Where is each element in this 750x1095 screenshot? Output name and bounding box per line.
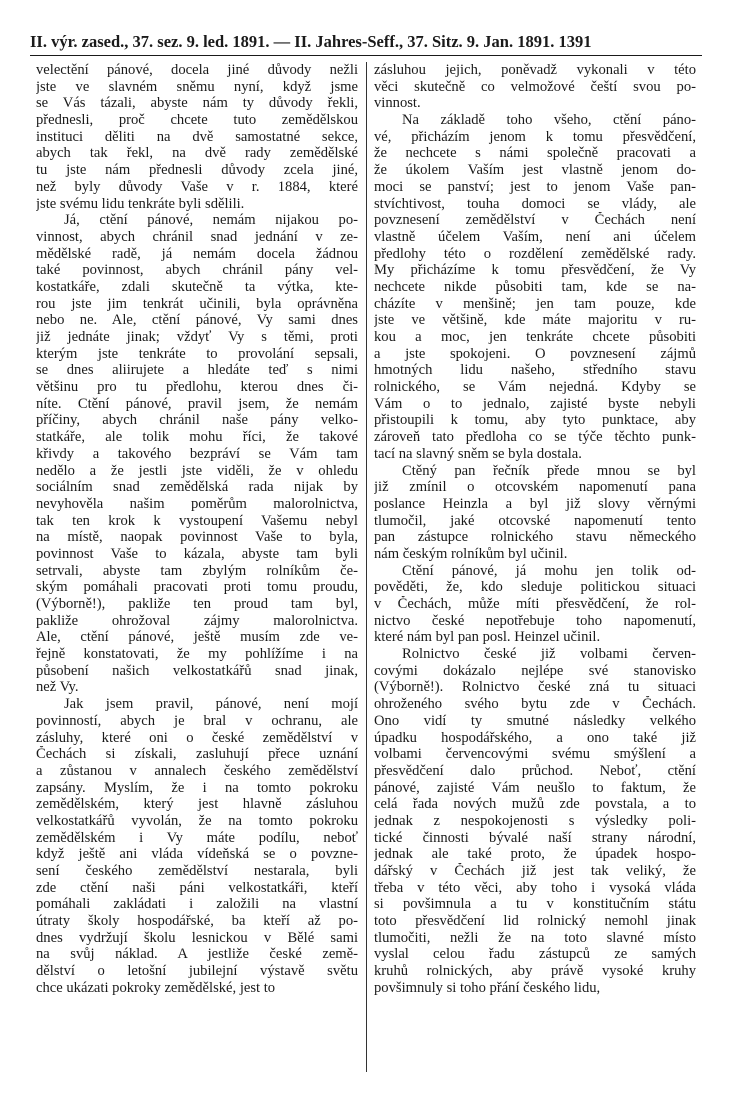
text-line: Vám o to jednalo, zajisté byste nebyli bbox=[374, 395, 696, 412]
text-line: tak ten krok k vystoupení Vašemu nebyl bbox=[36, 512, 358, 529]
text-line: ohroženého svého bytu zde v Čechách. bbox=[374, 696, 696, 713]
text-line: (Výborně!). Rolnictvo české zná tu situaci bbox=[374, 679, 696, 696]
text-line: dářský v Čechách již jest tak veliký, že bbox=[374, 863, 696, 879]
text-line: (Výborně!), pakliže ten proud tam byl, bbox=[36, 596, 358, 612]
text-line: a zůstanou v annalech českého zemědělství bbox=[36, 762, 358, 779]
text-line: přednesli, proč chcete tuto zemědělskou bbox=[36, 112, 358, 129]
text-line: zásluhou jejich, poněvadž vykonali v této bbox=[374, 62, 696, 78]
text-line: dělství o letošní jubilejní výstavě světu bbox=[36, 963, 358, 980]
text-line: tu jste nám přednesli důvody zcela jiné, bbox=[36, 162, 358, 179]
text-line: Ctěný pan řečník přede mnou se byl bbox=[402, 462, 696, 479]
text-line: pomáhali zakládati i založili na vlastní bbox=[36, 896, 358, 913]
text-line: instituci děliti na dvě samostatné sekce, bbox=[36, 128, 358, 145]
text-line: nictvo české nepotřebuje toho napomenutí, bbox=[374, 612, 696, 629]
text-line: již zmínil o otcovském napomenutí pana bbox=[374, 479, 696, 496]
text-line: působení našich velkostatkářů snad jinak, bbox=[36, 662, 358, 679]
text-line: stvíchtivost, touha domoci se vlády, ale bbox=[374, 195, 696, 212]
text-line: v Čechách, může míti přesvědčení, že rol- bbox=[374, 596, 696, 612]
text-line: vyslal celou řadu zástupců ze samých bbox=[374, 946, 696, 963]
text-line: křivdy a takového bezpráví se Vám tam bbox=[36, 445, 358, 462]
text-line: tlumočil, jaké otcovské napomenutí tento bbox=[374, 512, 696, 529]
right-column bbox=[374, 62, 696, 997]
text-line: volbami červencovými svému smýšlení a bbox=[374, 746, 696, 763]
text-line: pakliže ohrožoval zájmy malorolnictva. bbox=[36, 612, 358, 629]
text-line: níte. Ctění pánové, pravil jsem, že nemám bbox=[36, 395, 358, 412]
text-line: než Vy. bbox=[36, 679, 79, 696]
text-line: hmotných lidu našeho, středního stavu bbox=[374, 362, 696, 379]
text-line: pánové, zajisté Vám neušlo to faktum, že bbox=[374, 779, 696, 796]
text-line: Ale, ctění pánové, ještě musím zde ve- bbox=[36, 629, 358, 646]
text-line: věci skutečně co velmožové čeští svou po- bbox=[374, 78, 696, 95]
text-line: jednak ale také proto, že úpadek hospo- bbox=[374, 846, 696, 863]
text-line: většinu pro tu předlohu, kterou dnes či- bbox=[36, 379, 358, 396]
text-line: My přicházíme k tomu přesvědčení, že Vy bbox=[374, 262, 696, 279]
text-line: sociálním snad zemědělská rada nijak by bbox=[36, 479, 358, 496]
text-line: mědělské radě, já nemám docela žádnou bbox=[36, 245, 358, 262]
text-line: celá řada nových mužů zde povstala, a to bbox=[374, 796, 696, 813]
text-line: Jak jsem pravil, pánové, není mojí bbox=[64, 696, 358, 713]
text-line: ským pomáhali pracovati proti tomu proudu, bbox=[36, 579, 358, 596]
text-line: jste ve většině, kde máte majoritu v ru- bbox=[374, 312, 696, 329]
text-line: kterým jste tenkráte to provolání sepsali, bbox=[36, 345, 358, 362]
text-line: a jste spokojeni. O povznesení zájmů bbox=[374, 345, 696, 362]
text-line: setrvali, abyste tam zbylým rolníkům če- bbox=[36, 562, 358, 579]
text-line: vinnost. bbox=[374, 95, 421, 112]
text-line: covými dokázalo nejlépe své stanovisko bbox=[374, 662, 696, 679]
text-line: vé, přicházím jenom k tomu přesvědčení, bbox=[374, 128, 696, 145]
text-line: zde ctění naši páni velkostatkáři, kteří bbox=[36, 879, 358, 896]
text-line: že nechcete s námi společně pracovati a bbox=[374, 145, 696, 162]
text-line: pověděti, že, kdo sleduje politickou situaci bbox=[374, 579, 696, 596]
text-line: kou a moc, jen tenkráte chcete působiti bbox=[374, 329, 696, 345]
text-line: povinností, abych je bral v ochranu, ale bbox=[36, 712, 358, 729]
text-line: rolnického, se Vám nejedná. Kdyby se bbox=[374, 379, 696, 396]
text-line: nechcete nikde působiti tam, kde se na- bbox=[374, 278, 696, 295]
text-line: které nám byl pan posl. Heinzel učinil. bbox=[374, 629, 601, 646]
text-line: třeba v této věci, aby toho i vysoká vláda bbox=[374, 879, 696, 896]
text-line: než byly důvody Vaše v r. 1884, které bbox=[36, 178, 358, 195]
text-line: předlohy této o rozdělení zemědělské rady. bbox=[374, 245, 696, 262]
text-line: povinnost Vaše to kázala, abyste tam byli bbox=[36, 545, 358, 562]
text-line: velkostatkářů vyvolán, že na tomto pokroku bbox=[36, 812, 358, 829]
text-line: zároveň tato předloha co se týče těchto punk- bbox=[374, 429, 696, 446]
text-line: také povinnost, abych chránil pány vel- bbox=[36, 262, 358, 279]
text-line: vlastně účelem Vaším, není ani účelem bbox=[374, 228, 696, 245]
text-line: moci se panství; jest to jenom Vaše pan- bbox=[374, 178, 696, 195]
text-line: rou jste jim tenkrát učinili, byla oprávněna bbox=[36, 295, 358, 312]
text-line: jednak z nespokojenosti s výsledky poli- bbox=[374, 812, 696, 829]
text-line: nedělo a že jestli jste viděli, že v ohledu bbox=[36, 462, 358, 479]
text-line: abych tak řekl, na dvě rady zemědělské bbox=[36, 145, 358, 162]
text-line: povšimnuly si toho přání českého lidu, bbox=[374, 979, 601, 996]
text-line: příčiny, abych chránil naše pány velko- bbox=[36, 412, 358, 429]
text-line: se Vás tázali, abyste nám ty důvody řekli, bbox=[36, 95, 358, 112]
text-line: poslance Heinzla a byl již slovy věrnými bbox=[374, 495, 696, 512]
text-line: kostatkáře, zdali skutečně ta výtka, kte- bbox=[36, 278, 358, 295]
text-line: se dnes aliirujete a hledáte teď s nimi bbox=[36, 362, 358, 379]
text-line: sení českého zemědělství nestarala, byli bbox=[36, 863, 358, 879]
text-line: útraty školy hospodářské, ba kteří až po- bbox=[36, 913, 358, 930]
text-line: jste ve slavném sněmu nyní, když jsme bbox=[36, 78, 358, 95]
text-line: tlumočiti, nežli že na toto slavné místo bbox=[374, 929, 696, 946]
text-line: zemědělském, který jest hlavně zásluhou bbox=[36, 796, 358, 813]
text-line: že úkolem Vaším jest vlastně jenom do- bbox=[374, 162, 696, 179]
text-line: vinnost, abych chránil snad jednání v ze- bbox=[36, 228, 358, 245]
text-line: nebo ne. Ale, ctění pánové, Vy sami dnes bbox=[36, 312, 358, 329]
text-line: přistoupili k tomu, aby tyto punktace, aby bbox=[374, 412, 696, 429]
text-line: si povšimnula a tu v konstitučním státu bbox=[374, 896, 696, 913]
text-line: kruhů rolnických, aby právě vysoké kruhy bbox=[374, 963, 696, 980]
text-line: velectění pánové, docela jiné důvody nežli bbox=[36, 62, 358, 78]
text-line: Čechách si získali, zasluhují přece uznání bbox=[36, 746, 358, 763]
text-line: zemědělském i Vy máte podílu, neboť bbox=[36, 829, 358, 846]
text-line: již jednáte jinak; vždyť Vy s těmi, proti bbox=[36, 329, 358, 345]
text-line: Na základě toho všeho, ctění páno- bbox=[402, 112, 696, 129]
text-line: přesvědčení dalo průchod. Neboť, ctění bbox=[374, 762, 696, 779]
text-line: Ono vidí ty smutné následky velkého bbox=[374, 712, 696, 729]
text-line: chce ukázati pokroky zemědělské, jest to bbox=[36, 979, 276, 996]
text-line: nám českým rolníkům byl učinil. bbox=[374, 545, 568, 562]
text-line: tací na slavný sněm se byla dostala. bbox=[374, 445, 582, 462]
text-line: Rolnictvo české již volbami červen- bbox=[402, 646, 696, 663]
text-line: když ještě ani vláda vídeňská se o povzne- bbox=[36, 846, 358, 863]
text-line: tické činnosti bývalé naší strany národní, bbox=[374, 829, 696, 846]
text-line: cházíte v menšině; jen tam pouze, kde bbox=[374, 295, 696, 312]
text-line: Ctění pánové, já mohu jen tolik od- bbox=[402, 562, 696, 579]
header-rule bbox=[30, 55, 702, 56]
text-line: Já, ctění pánové, nemám nijakou po- bbox=[64, 212, 358, 229]
text-line: jste svému lidu tenkráte byli sdělili. bbox=[36, 195, 245, 212]
text-line: pan zástupce rolnického stavu německého bbox=[374, 529, 696, 546]
text-line: na místě, naopak povinnost Vaše to byla, bbox=[36, 529, 358, 546]
running-head: II. výr. zased., 37. sez. 9. led. 1891. — II. Jahres-Seff., 37. Sitz. 9. Jan. 1891. 1391 bbox=[30, 32, 592, 51]
text-line: statkáře, ale tolik mohu říci, že takové bbox=[36, 429, 358, 446]
text-line: zásluhy, které oni o české zemědělství v bbox=[36, 729, 358, 746]
text-line: na svůj náklad. A jestliže české země- bbox=[36, 946, 358, 963]
text-line: povznesení zemědělství v Čechách není bbox=[374, 212, 696, 229]
text-line: úpadku hospodářského, a ono také již bbox=[374, 729, 696, 746]
text-line: zapsány. Myslím, že i na tomto pokroku bbox=[36, 779, 358, 796]
column-divider bbox=[366, 62, 367, 1072]
text-line: řejně konstatovati, že my pohlížíme i na bbox=[36, 646, 358, 663]
text-line: nevyhověla našim poměrům malorolnictva, bbox=[36, 495, 358, 512]
text-line: toto přesvědčení lid rolnický nemohl jinak bbox=[374, 913, 696, 930]
left-column bbox=[36, 62, 358, 997]
text-line: dnes vydržují školu lesnickou v Bělé sami bbox=[36, 929, 358, 946]
